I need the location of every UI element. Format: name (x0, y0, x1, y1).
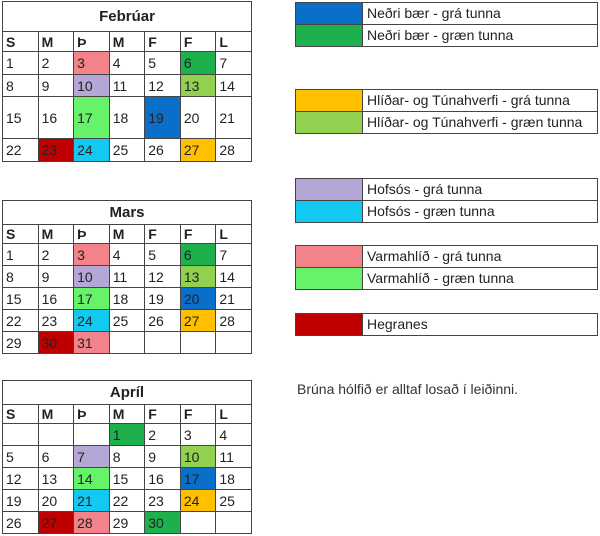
day-cell: 7 (74, 446, 110, 468)
legend-group-hlidar (295, 89, 598, 134)
weekday-header: M (109, 32, 145, 52)
calendar-week (3, 52, 252, 75)
calendar-week (3, 75, 252, 97)
day-cell: 19 (145, 97, 181, 139)
empty-cell (109, 332, 145, 354)
weekday-header: Þ (74, 32, 110, 52)
legend-swatch-varmahlid-graen (296, 268, 363, 290)
day-cell: 11 (109, 266, 145, 288)
day-cell: 7 (216, 244, 252, 266)
weekday-header: Þ (74, 225, 110, 244)
calendar-week (3, 139, 252, 162)
legend-swatch-hofsos-graen (296, 201, 363, 223)
note-text: Brúna hólfið er alltaf losað í leiðinni. (297, 381, 519, 397)
day-cell: 29 (109, 512, 145, 534)
day-cell: 21 (74, 490, 110, 512)
day-cell: 9 (145, 446, 181, 468)
day-cell: 5 (145, 244, 181, 266)
legend-label-hegranes: Hegranes (363, 314, 598, 336)
day-cell: 27 (38, 512, 74, 534)
weekday-header: Þ (74, 405, 110, 424)
day-cell: 11 (216, 446, 252, 468)
day-cell: 25 (109, 310, 145, 332)
day-cell: 21 (216, 97, 252, 139)
calendar-week (3, 446, 252, 468)
day-cell: 1 (109, 424, 145, 446)
day-cell: 4 (216, 424, 252, 446)
day-cell: 21 (216, 288, 252, 310)
empty-cell (3, 424, 39, 446)
day-cell: 6 (180, 244, 216, 266)
day-cell: 1 (3, 244, 39, 266)
legend-swatch-hofsos-gra (296, 179, 363, 201)
day-cell: 24 (74, 139, 110, 162)
calendar-week (3, 310, 252, 332)
weekday-header: M (38, 405, 74, 424)
calendar-week (3, 468, 252, 490)
day-cell: 14 (216, 75, 252, 97)
weekday-header: F (145, 32, 181, 52)
empty-cell (180, 332, 216, 354)
day-cell: 22 (3, 139, 39, 162)
day-cell: 23 (145, 490, 181, 512)
empty-cell (216, 512, 252, 534)
day-cell: 3 (180, 424, 216, 446)
day-cell: 13 (180, 266, 216, 288)
day-cell: 10 (180, 446, 216, 468)
day-cell: 28 (74, 512, 110, 534)
day-cell: 27 (180, 139, 216, 162)
day-cell: 26 (3, 512, 39, 534)
day-cell: 12 (145, 266, 181, 288)
day-cell: 15 (109, 468, 145, 490)
day-cell: 8 (3, 266, 39, 288)
day-cell: 2 (38, 244, 74, 266)
day-cell: 14 (216, 266, 252, 288)
day-cell: 22 (3, 310, 39, 332)
calendar-april (2, 380, 252, 534)
day-cell: 18 (216, 468, 252, 490)
day-cell: 8 (109, 446, 145, 468)
day-cell: 4 (109, 244, 145, 266)
legend-swatch-hegranes (296, 314, 363, 336)
day-cell: 19 (3, 490, 39, 512)
calendar-week (3, 512, 252, 534)
calendar-week (3, 424, 252, 446)
day-cell: 24 (180, 490, 216, 512)
calendar-week (3, 288, 252, 310)
legend-swatch-varmahlid-gra (296, 246, 363, 268)
day-cell: 31 (74, 332, 110, 354)
day-cell: 16 (38, 288, 74, 310)
weekday-header: S (3, 32, 39, 52)
weekday-header: F (180, 405, 216, 424)
empty-cell (145, 332, 181, 354)
empty-cell (74, 424, 110, 446)
day-cell: 3 (74, 52, 110, 75)
month-title: Mars (3, 201, 252, 225)
day-cell: 3 (74, 244, 110, 266)
weekday-header: M (38, 32, 74, 52)
day-cell: 26 (145, 139, 181, 162)
day-cell: 30 (38, 332, 74, 354)
weekday-header: F (180, 225, 216, 244)
empty-cell (38, 424, 74, 446)
weekday-header: M (109, 405, 145, 424)
day-cell: 13 (38, 468, 74, 490)
weekday-header: L (216, 225, 252, 244)
day-cell: 18 (109, 97, 145, 139)
day-cell: 17 (74, 97, 110, 139)
day-cell: 13 (180, 75, 216, 97)
legend-group-varmahlid (295, 245, 598, 290)
day-cell: 1 (3, 52, 39, 75)
day-cell: 2 (145, 424, 181, 446)
weekday-header: F (145, 405, 181, 424)
day-cell: 4 (109, 52, 145, 75)
day-cell: 28 (216, 310, 252, 332)
legend-label-hlidar-gra: Hlíðar- og Túnahverfi - grá tunna (363, 90, 598, 112)
day-cell: 27 (180, 310, 216, 332)
day-cell: 10 (74, 266, 110, 288)
calendar-week (3, 490, 252, 512)
legend-label-nedri-graen: Neðri bær - græn tunna (363, 25, 598, 47)
day-cell: 25 (216, 490, 252, 512)
day-cell: 17 (74, 288, 110, 310)
day-cell: 5 (3, 446, 39, 468)
day-cell: 9 (38, 266, 74, 288)
calendar-februar (2, 1, 252, 162)
day-cell: 24 (74, 310, 110, 332)
legend-label-hofsos-graen: Hofsós - græn tunna (363, 201, 598, 223)
day-cell: 6 (38, 446, 74, 468)
calendar-week (3, 332, 252, 354)
day-cell: 28 (216, 139, 252, 162)
day-cell: 16 (38, 97, 74, 139)
day-cell: 23 (38, 310, 74, 332)
weekday-header: S (3, 405, 39, 424)
day-cell: 11 (109, 75, 145, 97)
day-cell: 10 (74, 75, 110, 97)
day-cell: 2 (38, 52, 74, 75)
weekday-header: M (109, 225, 145, 244)
day-cell: 20 (180, 97, 216, 139)
day-cell: 5 (145, 52, 181, 75)
day-cell: 19 (145, 288, 181, 310)
legend-group-hegranes (295, 313, 598, 336)
legend-label-varmahlid-graen: Varmahlíð - græn tunna (363, 268, 598, 290)
legend-swatch-nedri-graen (296, 25, 363, 47)
weekday-header: F (180, 32, 216, 52)
weekday-header: S (3, 225, 39, 244)
day-cell: 29 (3, 332, 39, 354)
legend-label-hofsos-gra: Hofsós - grá tunna (363, 179, 598, 201)
day-cell: 25 (109, 139, 145, 162)
legend-group-nedri (295, 2, 598, 47)
day-cell: 8 (3, 75, 39, 97)
day-cell: 14 (74, 468, 110, 490)
day-cell: 20 (180, 288, 216, 310)
weekday-header: M (38, 225, 74, 244)
day-cell: 30 (145, 512, 181, 534)
legend-swatch-hlidar-gra (296, 90, 363, 112)
empty-cell (216, 332, 252, 354)
calendar-week (3, 266, 252, 288)
day-cell: 16 (145, 468, 181, 490)
month-title: Apríl (3, 381, 252, 405)
calendar-week (3, 244, 252, 266)
day-cell: 26 (145, 310, 181, 332)
legend-label-hlidar-graen: Hlíðar- og Túnahverfi - græn tunna (363, 112, 598, 134)
day-cell: 12 (3, 468, 39, 490)
calendar-week (3, 97, 252, 139)
legend-label-varmahlid-gra: Varmahlíð - grá tunna (363, 246, 598, 268)
calendar-mars (2, 200, 252, 354)
day-cell: 20 (38, 490, 74, 512)
legend-group-hofsos (295, 178, 598, 223)
weekday-header: L (216, 405, 252, 424)
day-cell: 15 (3, 288, 39, 310)
day-cell: 23 (38, 139, 74, 162)
day-cell: 12 (145, 75, 181, 97)
month-title: Febrúar (3, 2, 252, 32)
legend-swatch-hlidar-graen (296, 112, 363, 134)
empty-cell (180, 512, 216, 534)
legend-swatch-nedri-gra (296, 3, 363, 25)
day-cell: 7 (216, 52, 252, 75)
day-cell: 22 (109, 490, 145, 512)
legend-label-nedri-gra: Neðri bær - grá tunna (363, 3, 598, 25)
day-cell: 15 (3, 97, 39, 139)
day-cell: 17 (180, 468, 216, 490)
weekday-header: F (145, 225, 181, 244)
day-cell: 6 (180, 52, 216, 75)
day-cell: 18 (109, 288, 145, 310)
weekday-header: L (216, 32, 252, 52)
day-cell: 9 (38, 75, 74, 97)
